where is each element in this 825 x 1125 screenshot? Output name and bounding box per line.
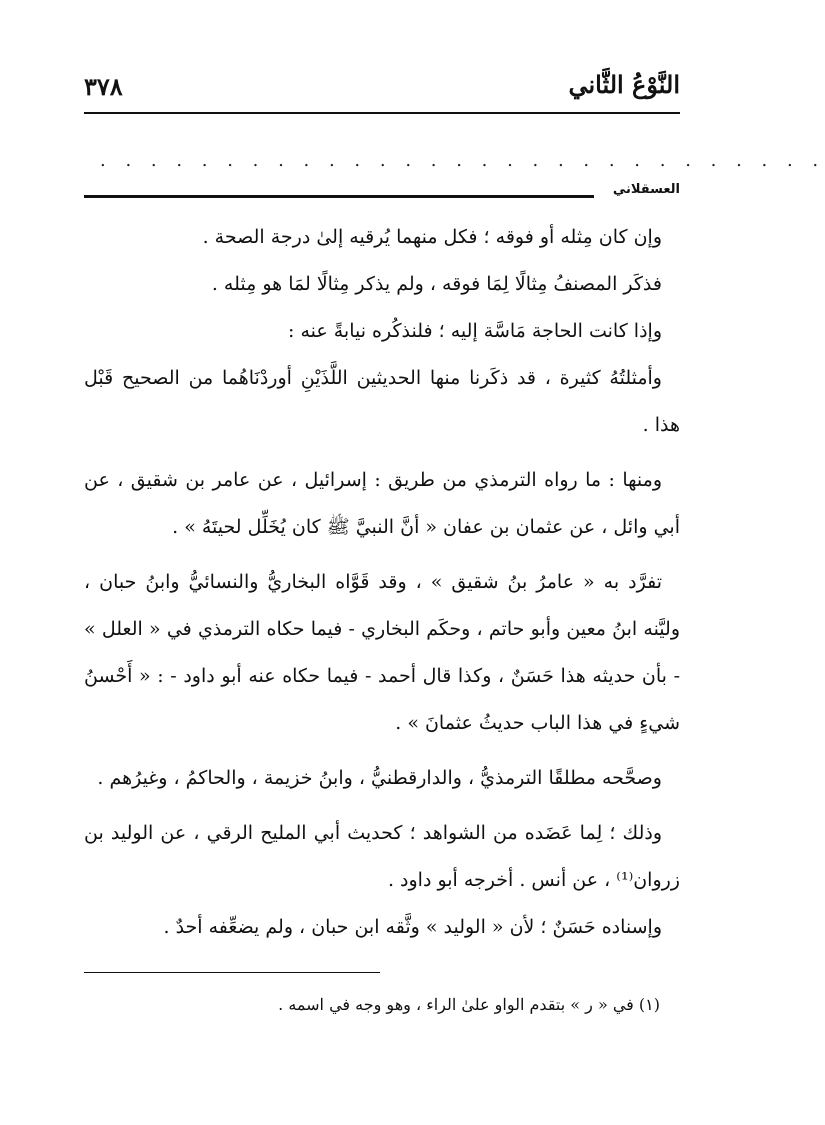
header-rule [84,112,680,114]
paragraph: وإذا كانت الحاجة مَاسَّة إليه ؛ فلنذكُره نيابةً عنه : [288,320,662,342]
paragraph: تفرَّد به « عامرُ بنُ شقيق » ، وقد قَوَّاه البخاريُّ والنسائيُّ وابنُ حبان ، وليَّنه ابنُ معين وأبو حاتم ، وحكَم البخاري - فيما حكاه الترمذي في « العلل » - بأن حديثه هذا حَسَنٌ ، وكذا قال أحمد - فيما حكاه عنه أبو داود - : « أَحْسنُ شيءٍ في هذا الباب حديثُ عثمانَ » . [84,571,680,734]
paragraph: وصحَّحه مطلقًا الترمذيُّ ، والدارقطنيُّ ، وابنُ خزيمة ، والحاكمُ ، وغيرُهم . [97,767,662,789]
commentary-label: العسقلاني [609,182,680,197]
paragraph: وأمثلتُهُ كثيرة ، قد ذكَرنا منها الحديثين اللَّذَيْنِ أوردْنَاهُما من الصحيح قَبْل هذا . [84,367,680,436]
paragraph: فذكَر المصنفُ مِثالًا لِمَا فوقه ، ولم يذكر مِثالًا لمَا هو مِثله . [211,273,662,295]
paragraph: وإن كان مِثله أو فوقه ؛ فكل منهما يُرقيه إلىٰ درجة الصحة . [202,226,662,248]
commentary-rule [84,195,594,198]
paragraph: ومنها : ما رواه الترمذي من طريق : إسرائيل ، عن عامر بن شقيق ، عن أبي وائل ، عن عثمان بن عفان « أنَّ النبيَّ ﷺ كان يُخَلِّل لحيتَهُ » . [84,469,680,538]
body-text [84,214,680,951]
separator-dots: . . . . . . . . . . . . . . . . . . . . . . . . . . . . . [100,150,825,171]
paragraph: وذلك ؛ لِما عَضَده من الشواهد ؛ كحديث أبي المليح الرقي ، عن الوليد بن زروان⁽¹⁾ ، عن أنس . أخرجه أبو داود . [84,822,680,891]
page-number: ٣٧٨ [84,72,123,101]
commentary-label-row [84,182,680,204]
chapter-title: النَّوْعُ الثَّاني [568,70,680,99]
paragraph: وإسناده حَسَنٌ ؛ لأن « الوليد » وثَّقه ابن حبان ، ولم يضعِّفه أحدٌ . [163,916,662,938]
footnote: (١) في « ر » بتقدم الواو علىٰ الراء ، وهو وجه في اسمه . [278,995,660,1014]
page-header [84,70,680,110]
footnote-rule [84,972,380,973]
